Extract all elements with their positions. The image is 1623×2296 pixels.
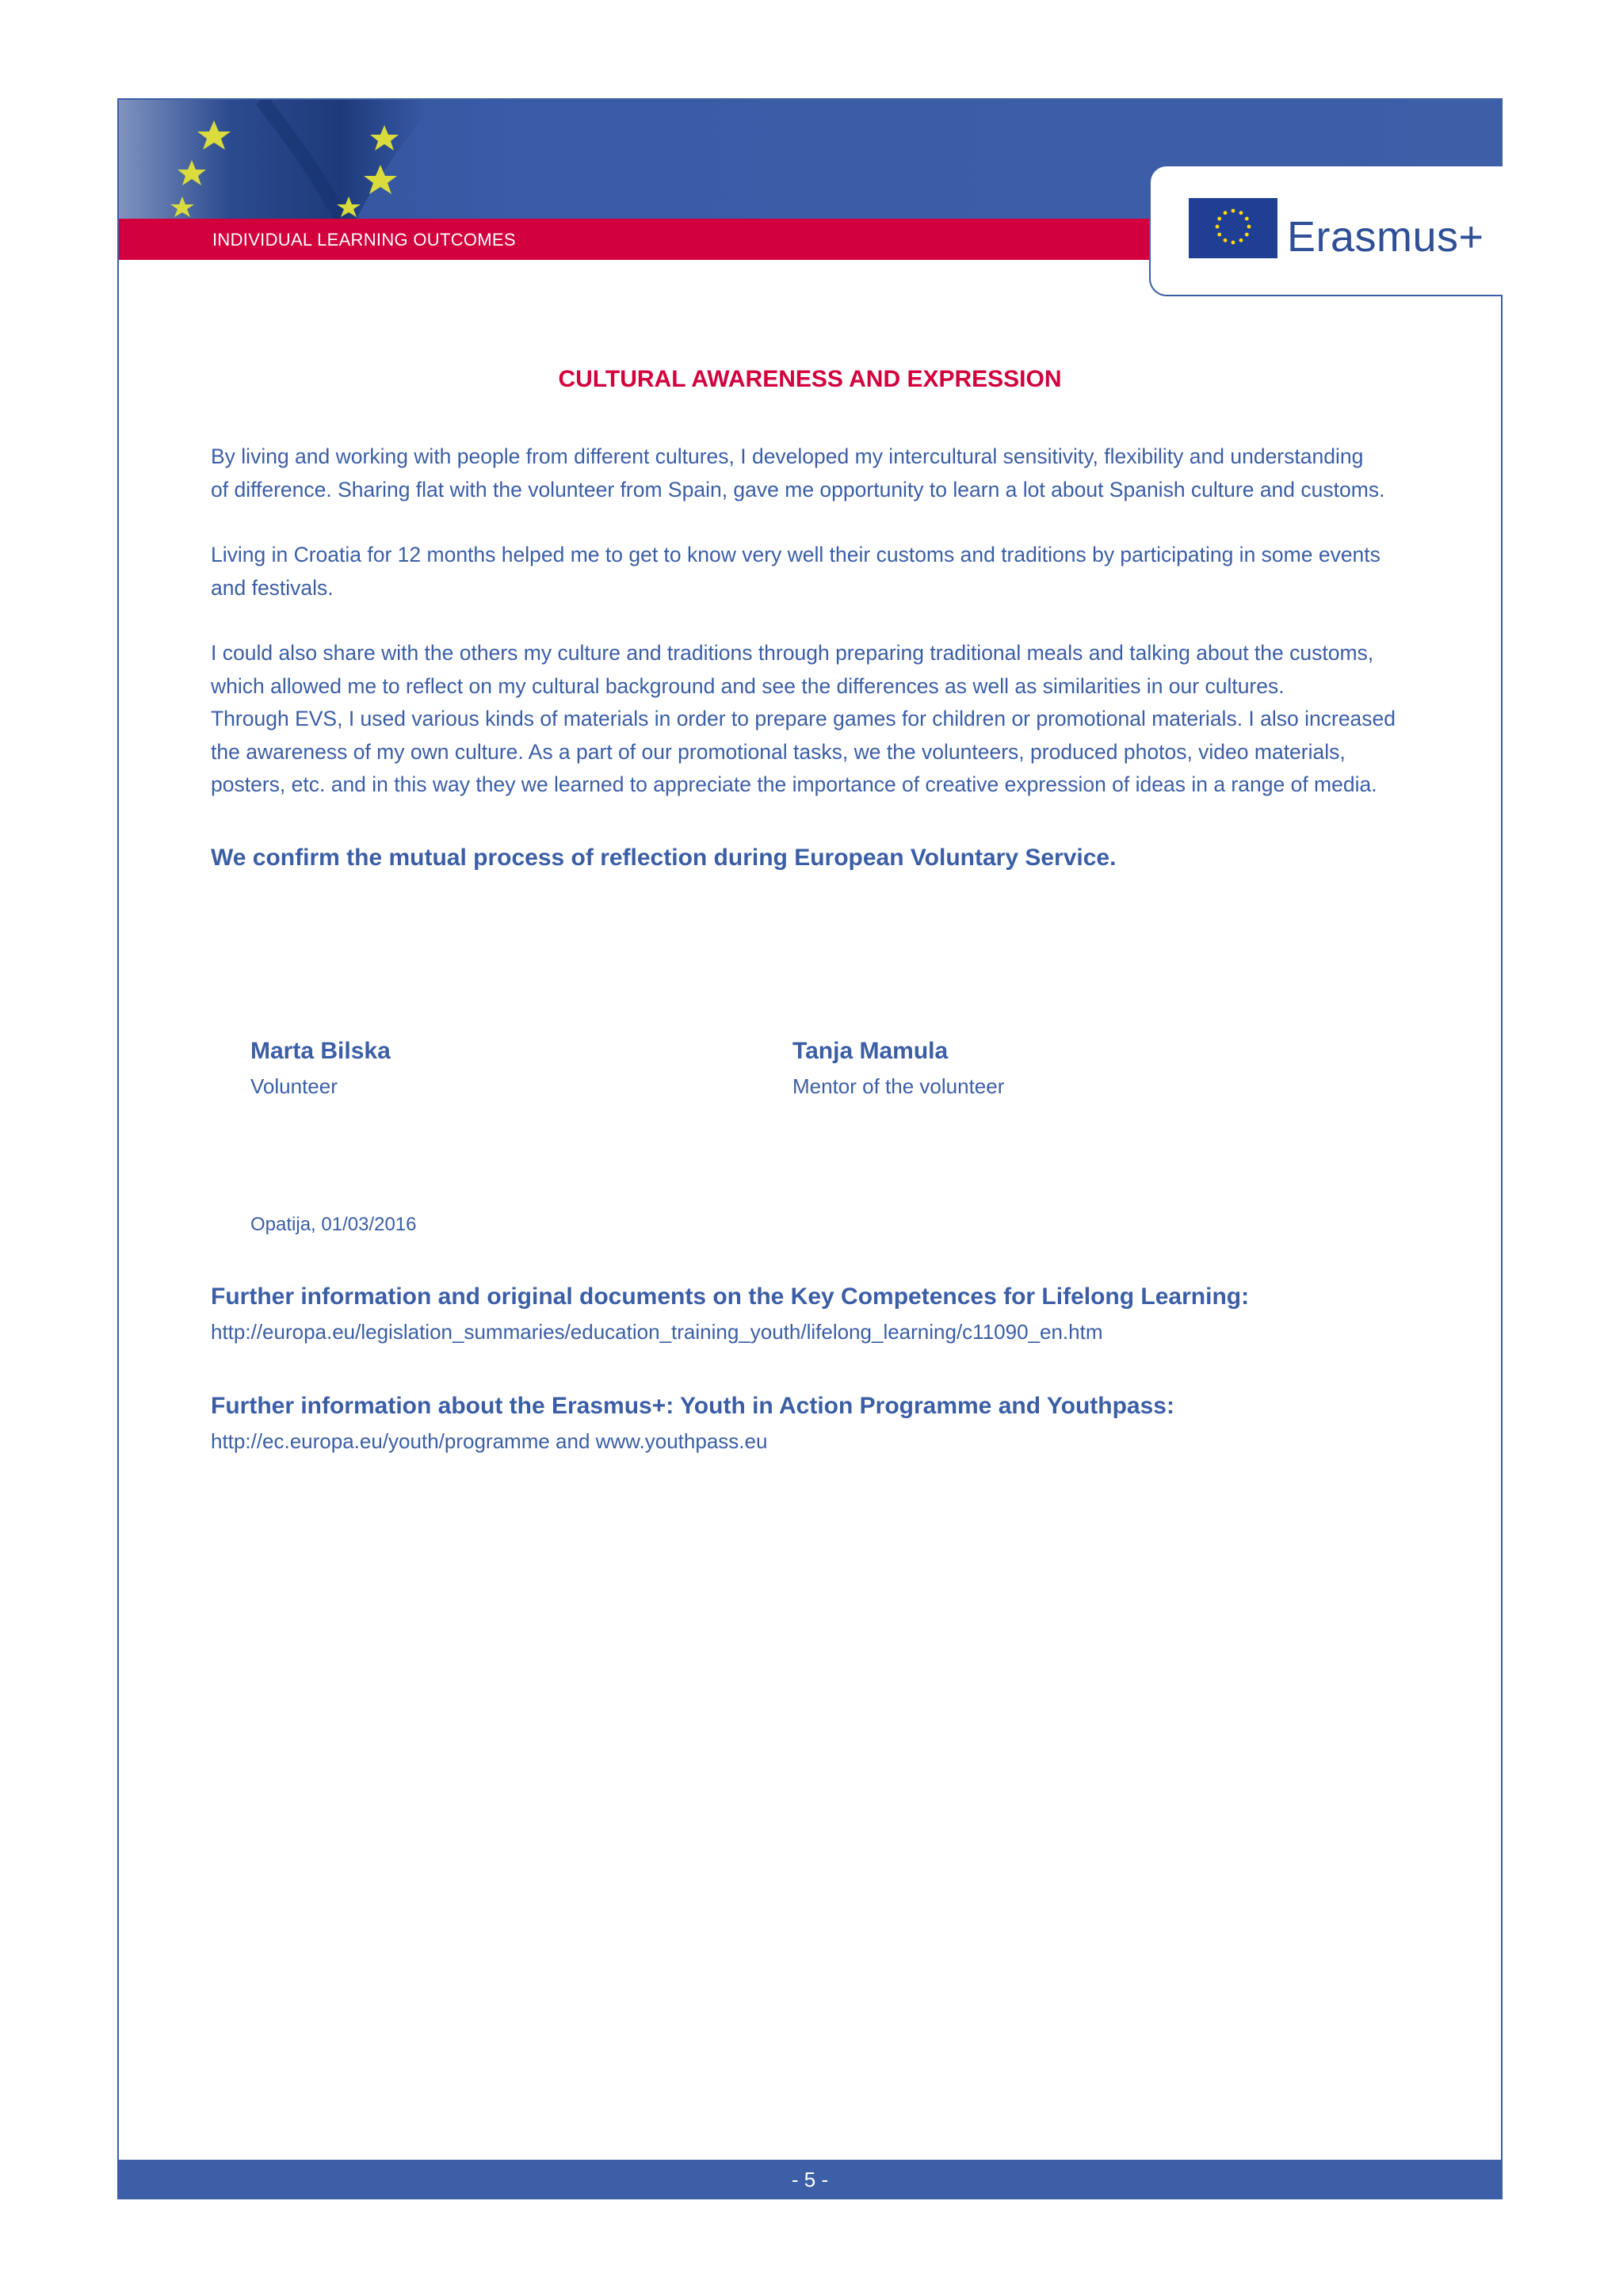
eu-flag-icon	[1189, 198, 1277, 258]
paragraph-line: the awareness of my own culture. As a part of our promotional tasks, we the volunteers, produced photos, video materials,	[211, 739, 1346, 764]
youthpass-link[interactable]: http://ec.europa.eu/youth/programme and www.youthpass.eu	[211, 1429, 768, 1453]
paragraph-3	[211, 637, 1415, 802]
erasmus-brand: Erasmus+	[1287, 213, 1484, 261]
paragraph-1	[211, 441, 1415, 506]
paragraph-line: By living and working with people from different cultures, I developed my intercultural sensitivity, flexibility and understanding	[211, 444, 1364, 468]
page-number: - 5 -	[791, 2168, 829, 2191]
key-competences-heading: Further information and original documents on the Key Competences for Lifelong Learning:	[211, 1283, 1250, 1310]
mentor-role: Mentor of the volunteer	[792, 1074, 1005, 1098]
mentor-name: Tanja Mamula	[792, 1038, 949, 1064]
erasmus-logo	[1149, 165, 1503, 296]
volunteer-role: Volunteer	[250, 1074, 338, 1098]
place-date: Opatija, 01/03/2016	[250, 1214, 417, 1235]
eu-flag-banner-art	[119, 100, 452, 219]
page-title: CULTURAL AWARENESS AND EXPRESSION	[558, 366, 1062, 392]
youthpass-heading: Further information about the Erasmus+: Youth in Action Programme and Youthpass:	[211, 1393, 1174, 1419]
paragraph-line: I could also share with the others my culture and traditions through preparing traditional meals and talking about the customs,	[211, 641, 1374, 665]
paragraph-line: and festivals.	[211, 575, 334, 600]
paragraph-line: which allowed me to reflect on my cultural background and see the differences as well as similarities in our cultures.	[211, 673, 1285, 698]
section-label: INDIVIDUAL LEARNING OUTCOMES	[212, 230, 516, 250]
paragraph-line: Through EVS, I used various kinds of materials in order to prepare games for children or promotional materials. I also increased	[211, 707, 1396, 730]
paragraph-2	[211, 539, 1415, 605]
confirmation-statement: We confirm the mutual process of reflection during European Voluntary Service.	[211, 845, 1117, 871]
paragraph-line: of difference. Sharing flat with the volunteer from Spain, gave me opportunity to learn a lot about Spanish culture and customs.	[211, 477, 1385, 502]
page-footer	[119, 2160, 1501, 2198]
key-competences-link[interactable]: http://europa.eu/legislation_summaries/education_training_youth/lifelong_learning/c11090_en.htm	[211, 1320, 1103, 1344]
paragraph-line: Living in Croatia for 12 months helped me to get to know very well their customs and traditions by participating in some events	[211, 543, 1381, 566]
volunteer-name: Marta Bilska	[250, 1038, 391, 1064]
page-frame	[117, 98, 1503, 2199]
paragraph-line: posters, etc. and in this way they we learned to appreciate the importance of creative expression of ideas in a range of media.	[211, 772, 1377, 796]
section-label-band	[119, 219, 1149, 260]
